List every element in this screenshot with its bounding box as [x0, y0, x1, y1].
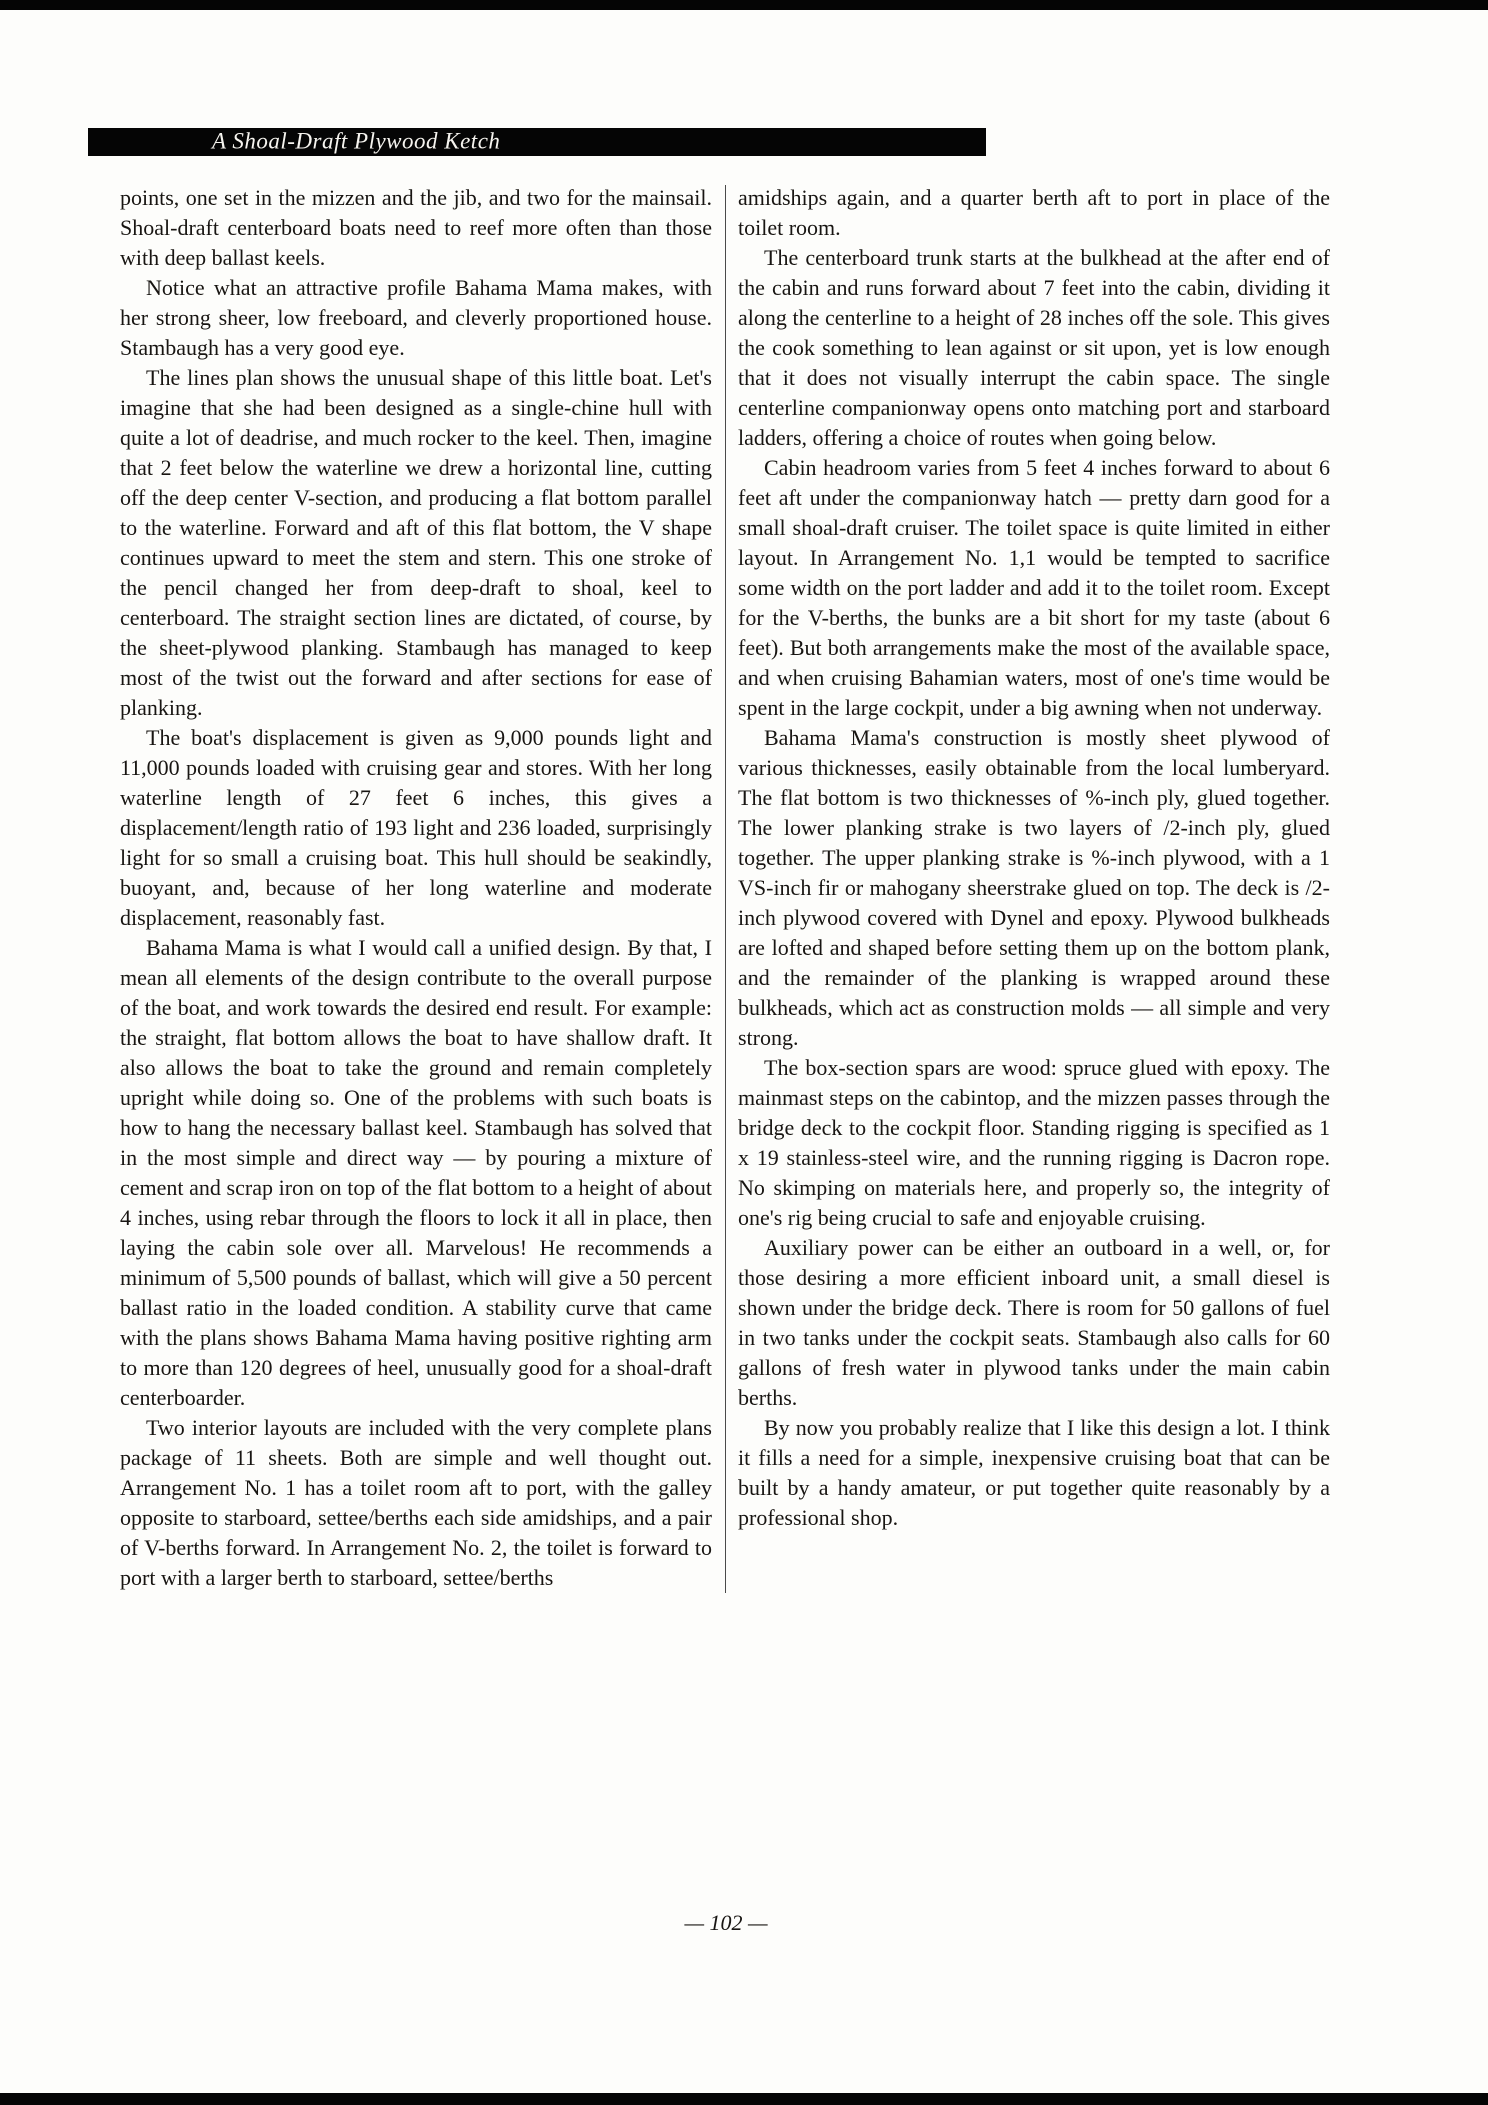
- paragraph: points, one set in the mizzen and the jib, and two for the mainsail. Shoal-draft centerboard boats need to reef more often than those with deep ballast keels.: [120, 185, 712, 270]
- paragraph: Auxiliary power can be either an outboard in a well, or, for those desiring a more efficient inboard unit, a small diesel is shown under the bridge deck. There is room for 50 gallons of fuel in two tanks under the cockpit seats. Stambaugh also calls for 60 gallons of fresh water in plywood tanks under the main cabin berths.: [738, 1235, 1330, 1410]
- paragraph: Notice what an attractive profile Bahama Mama makes, with her strong sheer, low freeboard, and cleverly proportioned house. Stambaugh has a very good eye.: [120, 275, 712, 360]
- scan-edge-bottom: [0, 2093, 1488, 2105]
- paragraph: The lines plan shows the unusual shape of this little boat. Let's imagine that she had been designed as a single-chine hull with quite a lot of deadrise, and much rocker to the keel. Then, imagine that 2 feet below the waterline we drew a horizontal line, cutting off the deep center V-section, and producing a flat bottom parallel to the waterline. Forward and aft of this flat bottom, the V shape continues upward to meet the stem and stern. This one stroke of the pencil changed her from deep-draft to shoal, keel to centerboard. The straight section lines are dictated, of course, by the sheet-plywood planking. Stambaugh has managed to keep most of the twist out the forward and after sections for ease of planking.: [120, 365, 712, 720]
- paragraph: The boat's displacement is given as 9,000 pounds light and 11,000 pounds loaded with cruising gear and stores. With her long waterline length of 27 feet 6 inches, this gives a displacement/length ratio of 193 light and 236 loaded, surprisingly light for so small a cruising boat. This hull should be seakindly, buoyant, and, because of her long waterline and moderate displacement, reasonably fast.: [120, 725, 712, 930]
- left-column: [120, 183, 712, 1593]
- right-column: [738, 183, 1330, 1593]
- paragraph: Two interior layouts are included with the very complete plans package of 11 sheets. Both are simple and well thought out. Arrangement No. 1 has a toilet room aft to port, with the galley opposite to starboard, settee/berths each side amidships, and a pair of V-berths forward. In Arrangement No. 2, the toilet is forward to port with a larger berth to starboard, settee/berths: [120, 1415, 712, 1590]
- paragraph: Cabin headroom varies from 5 feet 4 inches forward to about 6 feet aft under the companionway hatch — pretty darn good for a small shoal-draft cruiser. The toilet space is quite limited in either layout. In Arrangement No. 1,1 would be tempted to sacrifice some width on the port ladder and add it to the toilet room. Except for the V-berths, the bunks are a bit short for my taste (about 6 feet). But both arrangements make the most of the available space, and when cruising Bahamian waters, most of one's time would be spent in the large cockpit, under a big awning when not underway.: [738, 455, 1330, 720]
- paragraph: The box-section spars are wood: spruce glued with epoxy. The mainmast steps on the cabintop, and the mizzen passes through the bridge deck to the cockpit floor. Standing rigging is specified as 1 x 19 stainless-steel wire, and the running rigging is Dacron rope. No skimping on materials here, and properly so, the integrity of one's rig being crucial to safe and enjoyable cruising.: [738, 1055, 1330, 1230]
- article-title: A Shoal-Draft Plywood Ketch: [212, 128, 501, 154]
- article-body: [120, 183, 1332, 1593]
- page-footer: [120, 1910, 1332, 1936]
- column-divider-rule: [725, 185, 726, 1593]
- scan-edge-top: [0, 0, 1488, 10]
- paragraph: By now you probably realize that I like this design a lot. I think it fills a need for a simple, inexpensive cruising boat that can be built by a handy amateur, or put together quite reasonably by a professional shop.: [738, 1415, 1330, 1530]
- paragraph: Bahama Mama is what I would call a unified design. By that, I mean all elements of the design contribute to the overall purpose of the boat, and work towards the desired end result. For example: the straight, flat bottom allows the boat to have shallow draft. It also allows the boat to take the ground and remain completely upright while doing so. One of the problems with such boats is how to hang the necessary ballast keel. Stambaugh has solved that in the most simple and direct way — by pouring a mixture of cement and scrap iron on top of the flat bottom to a height of about 4 inches, using rebar through the floors to lock it all in place, then laying the cabin sole over all. Marvelous! He recommends a minimum of 5,500 pounds of ballast, which will give a 50 percent ballast ratio in the loaded condition. A stability curve that came with the plans shows Bahama Mama having positive righting arm to more than 120 degrees of heel, unusually good for a shoal-draft centerboarder.: [120, 935, 712, 1410]
- article-header-bar: [88, 128, 986, 156]
- paragraph: The centerboard trunk starts at the bulkhead at the after end of the cabin and runs forward about 7 feet into the cabin, dividing it along the centerline to a height of 28 inches off the sole. This gives the cook something to lean against or sit upon, yet is low enough that it does not visually interrupt the cabin space. The single centerline companionway opens onto matching port and starboard ladders, offering a choice of routes when going below.: [738, 245, 1330, 450]
- paragraph: amidships again, and a quarter berth aft to port in place of the toilet room.: [738, 185, 1330, 240]
- paragraph: Bahama Mama's construction is mostly sheet plywood of various thicknesses, easily obtainable from the local lumberyard. The flat bottom is two thicknesses of %-inch ply, glued together. The lower planking strake is two layers of /2-inch ply, glued together. The upper planking strake is %-inch plywood, with a 1 VS-inch fir or mahogany sheerstrake glued on top. The deck is /2-inch plywood covered with Dynel and epoxy. Plywood bulkheads are lofted and shaped before setting them up on the bottom plank, and the remainder of the planking is wrapped around these bulkheads, which act as construction molds — all simple and very strong.: [738, 725, 1330, 1050]
- page-number: — 102 —: [684, 1910, 768, 1935]
